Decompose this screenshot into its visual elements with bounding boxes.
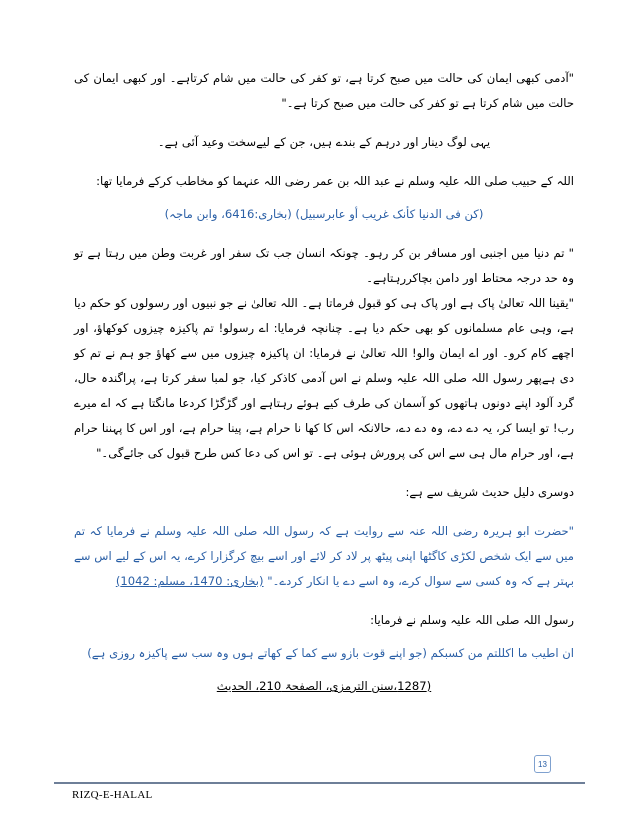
paragraph-abdullah-ibn-umar: اللہ کے حبیب صلی اللہ علیہ وسلم نے عبد اللہ بن عمر رضی اللہ عنہما کو مخاطب کرکے فرمایا تھا: [96, 174, 574, 188]
arabic-hadith-earning: ان اطیب ما اکللتم من کسبکم (جو اپنے قوت بازو سے کما کے کھاتے ہوں وہ سب سے پاکیزہ روزی ہے) [87, 646, 574, 660]
hadith-reference: (بخاری: 1470، مسلم: 1042) [115, 574, 264, 588]
paragraph-dinar-dirham: یہی لوگ دینار اور درہم کے بندے ہیں، جن کے لیےسخت وعید آئی ہے۔ [157, 135, 491, 149]
paragraph-allah-is-pure: "یقینا اللہ تعالیٰ پاک ہے اور پاک ہی کو قبول فرماتا ہے۔ اللہ تعالیٰ نے جو نبیوں اور رسولوں کو حکم دیا ہے، وہی عام مسلمانوں کو بھی حکم دیا ہے۔ چنانچہ فرمایا: اے رسولو! تم پاکیزہ چیزوں کوکھاؤ، اور اچھے کام کرو۔ اور اے ایمان والو! اللہ تعالیٰ نے فرمایا: ان پاکیزہ چیزوں میں سے کھاؤ جو ہم نے تم کو دی ہےپھر رسول اللہ صلی اللہ علیہ وسلم نے اس آدمی کاذکر کیا، جو لمبا سفر کرتا ہے، پراگندہ حال، گرد آلود اپنے دونوں ہاتھوں کو آسمان کی طرف کیے ہوئے رہتاہے اور گڑگڑا کردعا مانگتا ہے کہ اے میرے رب! تو ایسا کر، یہ دے دے، وہ دے دے، حالانکہ اس کا کھا نا حرام ہے، پینا حرام ہے، اور اس کا پہننا حرام ہے، اور حرام مال ہی سے اس کی پرورش ہوئی ہے۔ تو اس کی دعا کس طرح قبول کی جائےگی۔" [74, 296, 574, 460]
footer-divider [54, 782, 585, 784]
page-number-badge: 13 [534, 755, 551, 773]
paragraph-second-evidence: دوسری دلیل حدیث شریف سے ہے: [405, 485, 574, 499]
hadith-text: "حضرت ابو ہریرہ رضی اللہ عنہ سے روایت ہے کہ رسول اللہ صلی اللہ علیہ وسلم نے فرمایا کہ تم میں سے ایک شخص لکڑی کاگٹھا اپنی پیٹھ پر لاد کر لائے اور اسے بیچ کرگزارا کرے، یہ اس کے لیے اس سے بہتر ہے کہ وہ کسی سے سوال کرے، وہ اسے دے یا انکار کردے۔" [74, 524, 574, 588]
paragraph-prophet-said: رسول اللہ صلی اللہ علیہ وسلم نے فرمایا: [370, 613, 574, 627]
arabic-hadith-stranger: (کن فی الدنیا کأنک غریب أو عابرسبیل) (بخاری:6416، وابن ماجہ) [164, 207, 484, 221]
tirmidhi-reference: (1287،سنن الترمزی، الصفحۃ 210، الحدیث [216, 679, 432, 693]
footer-title: RIZQ-E-HALAL [72, 789, 153, 801]
paragraph-quote-faith: "آدمی کبھی ایمان کی حالت میں صبح کرتا ہے، تو کفر کی حالت میں شام کرتاہے۔ اور کبھی ایمان کی حالت میں شام کرتا ہے تو کفر کی حالت میں صبح کرتا ہے۔" [74, 71, 574, 110]
page-body [74, 66, 574, 699]
paragraph-traveller: " تم دنیا میں اجنبی اور مسافر بن کر رہو۔ چونکہ انسان جب تک سفر اور غربت وطن میں رہتا ہے تو وہ حد درجہ محتاط اور دامن بچاکررہتاہے۔ [74, 246, 574, 285]
paragraph-abu-hurairah-hadith [74, 519, 574, 594]
